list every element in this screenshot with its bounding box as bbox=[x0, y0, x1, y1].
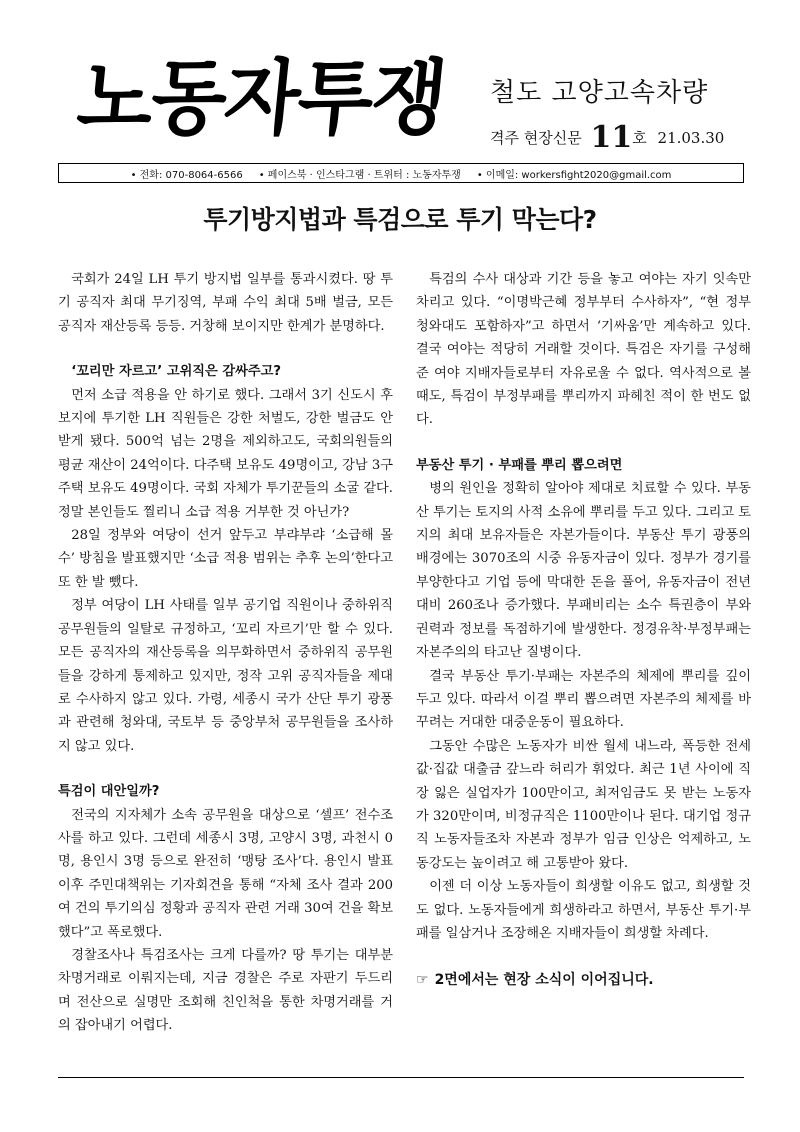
paragraph: 그동안 수많은 노동자가 비싼 월세 내느라, 폭등한 전세값·집값 대출금 갚느라 허리가 휘었다. 최근 1년 사이에 직장 잃은 실업자가 100만이고, 최저임금도 못 받는 노동자가 320만이며, 비정규직은 1100만이나 된다. 대기업 정규직 노동자들조차 자본과 정부가 임금 인상은 억제하고, 노동강도는 높이려고 해 고통받아 왔다. bbox=[416, 738, 751, 871]
pointing-hand-icon: ☞ bbox=[416, 972, 429, 989]
notice-text: 2면에서는 현장 소식이 이어집니다. bbox=[434, 972, 654, 989]
right-column bbox=[416, 268, 751, 993]
contact-social: • 페이스북 · 인스타그램 · 트위터 : 노동자투쟁 bbox=[258, 169, 461, 181]
issue-prefix: 격주 현장신문 bbox=[490, 129, 582, 147]
issue-suffix: 호 bbox=[632, 129, 647, 147]
issue-number: 11 bbox=[590, 120, 633, 155]
paragraph: 전국의 지자체가 소속 공무원을 대상으로 ‘셀프’ 전수조사를 하고 있다. 그런데 세종시 3명, 고양시 3명, 과천시 0명, 용인시 3명 등으로 완전히 ‘맹탕 조사’다. 용인시 발표 이후 주민대책위는 기자회견을 통해 “자체 조사 결과 200여 건의 투기의심 정황과 공직자 관련 거래 30여 건을 확보했다”고 폭로했다. bbox=[58, 807, 393, 940]
section-heading: 부동산 투기 · 부패를 뿌리 뽑으려면 bbox=[416, 457, 623, 473]
newspaper-logo: 노동자투쟁 bbox=[73, 51, 450, 147]
newspaper-subtitle: 철도 고양고속차량 bbox=[490, 78, 709, 108]
continuation-notice bbox=[416, 969, 751, 992]
paragraph: 결국 부동산 투기·부패는 자본주의 체제에 뿌리를 깊이 두고 있다. 따라서 이걸 뿌리 뽑으려면 자본주의 체제를 바꾸려는 거대한 대중운동이 필요하다. bbox=[416, 668, 751, 731]
bottom-divider bbox=[58, 1077, 744, 1078]
intro-paragraph: 국회가 24일 LH 투기 방지법 일부를 통과시켰다. 땅 투기 공직자 최대 무기징역, 부패 수익 최대 5배 벌금, 모든 공직자 재산등록 등등. 거창해 보이지만 한계가 분명하다. bbox=[58, 272, 393, 334]
section-heading: 특검이 대안일까? bbox=[58, 784, 160, 800]
issue-line bbox=[490, 120, 724, 155]
paragraph: 정부 여당이 LH 사태를 일부 공기업 직원이나 중하위직 공무원들의 일탈로 규정하고, ‘꼬리 자르기’만 할 수 있다. 모든 공직자의 재산등록을 의무화하면서 중하위직 공무원들을 강하게 통제하고 있지만, 정작 고위 공직자들을 제대로 수사하지 않고 있다. 가령, 세종시 국가 산단 투기 광풍과 관련해 청와대, 국토부 등 중앙부처 공무원들을 조사하지 않고 있다. bbox=[58, 598, 393, 754]
left-column bbox=[58, 268, 393, 1038]
paragraph: 이젠 더 이상 노동자들이 희생할 이유도 없고, 희생할 것도 없다. 노동자들에게 희생하라고 하면서, 부동산 투기·부패를 일삼거나 조장해온 지배자들이 희생할 차례다. bbox=[416, 879, 751, 941]
issue-date: 21.03.30 bbox=[657, 129, 725, 147]
section-heading: ‘꼬리만 자르고’ 고위직은 감싸주고? bbox=[71, 364, 281, 380]
headline: 투기방지법과 특검으로 투기 막는다? bbox=[203, 205, 597, 234]
paragraph: 특검의 수사 대상과 기간 등을 놓고 여야는 자기 잇속만 차리고 있다. “이명박근혜 정부부터 수사하자”, “현 정부 청와대도 포함하자”고 하면서 ‘기싸움’만 계속하고 있다. 결국 여야는 적당히 거래할 것이다. 특검은 자기를 구성해준 여야 지배자들로부터 자유로울 수 없다. 역사적으로 볼 때도, 특검이 부정부패를 뿌리까지 파헤친 적이 한 번도 없다. bbox=[416, 272, 751, 428]
paragraph: 28일 정부와 여당이 선거 앞두고 부랴부랴 ‘소급해 몰수’ 방침을 발표했지만 ‘소급 적용 범위는 추후 논의’한다고 또 한 발 뺐다. bbox=[58, 528, 393, 590]
contact-bar bbox=[58, 163, 744, 183]
contact-email: • 이메일: workersfight2020@gmail.com bbox=[476, 169, 672, 181]
paragraph: 경찰조사나 특검조사는 크게 다를까? 땅 투기는 대부분 차명거래로 이뤄지는데, 지금 경찰은 주로 자판기 두드리며 전산으로 실명만 조회해 친인척을 통한 차명거래를 거의 잡아내기 어렵다. bbox=[58, 947, 393, 1034]
paragraph: 먼저 소급 적용을 안 하기로 했다. 그래서 3기 신도시 후보지에 투기한 LH 직원들은 강한 처벌도, 강한 벌금도 안 받게 됐다. 500억 넘는 2명을 제외하고도, 국회의원들의 평균 재산이 24억이다. 다주택 보유도 49명이고, 강남 3구 주택 보유도 49명이다. 국회 자체가 투기꾼들의 소굴 같다. 정말 본인들도 찔리니 소급 적용 거부한 것 아닌가? bbox=[58, 387, 393, 520]
contact-phone: • 전화: 070-8064-6566 bbox=[130, 169, 243, 181]
paragraph: 병의 원인을 정확히 알아야 제대로 치료할 수 있다. 부동산 투기는 토지의 사적 소유에 뿌리를 두고 있다. 그리고 토지의 최대 보유자들은 자본가들이다. 부동산 투기 광풍의 배경에는 3070조의 시중 유동자금이 있다. 정부가 경기를 부양한다고 기업 등에 막대한 돈을 풀어, 유동자금이 전년 대비 260조나 증가했다. 부패비리는 소수 특권층이 부와 권력과 정보를 독점하기에 발생한다. 정경유착·부정부패는 자본주의의 타고난 질병이다. bbox=[416, 481, 751, 661]
masthead bbox=[58, 40, 748, 170]
